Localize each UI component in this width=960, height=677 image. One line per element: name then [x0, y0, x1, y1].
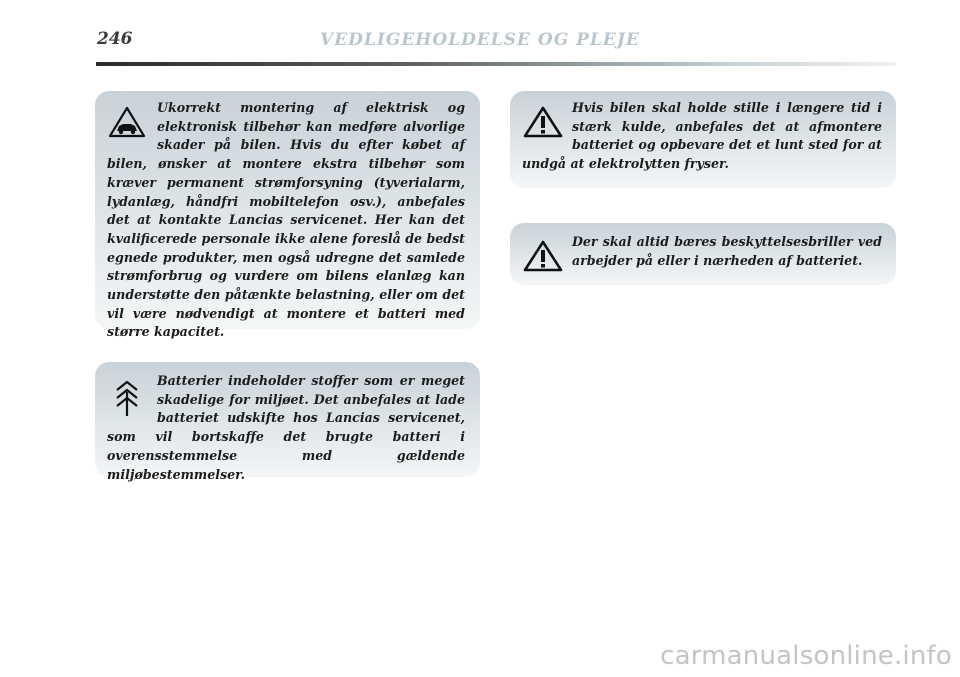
environment-tree-icon: [107, 378, 157, 416]
battery-environment-note: [95, 362, 480, 482]
header-rule: [96, 62, 896, 66]
watermark: carmanualsonline.info: [660, 641, 952, 671]
electrical-note-text: Ukorrekt montering af elektrisk og elektronisk tilbehør kan medføre alvorlige skader på bilen. Hvis du efter købet af bilen, ønsker at montere ekstra tilbehør som kræver permanent strømforsyning (tyverialarm, lydanlæg, håndfri mobiltelefon osv.), anbefales det at kontakte Lancias servicenet. Her kan det kvalificerede personale ikke alene foreslå de bedst egnede produkter, men også udregne det samlede strømforbrug og vurdere om bilens elanlæg kan understøtte den påtænkte belastning, eller om det vil være nødvendigt at montere et batteri med større kapacitet.: [107, 100, 465, 340]
car-warning-icon: [107, 105, 157, 143]
section-title: VEDLIGEHOLDELSE OG PLEJE: [320, 30, 640, 50]
page-number: 246: [97, 29, 133, 49]
cold-storage-text: Hvis bilen skal holde stille i længere tid i stærk kulde, anbefales det at afmontere batteriet og opbevare det et lunt sted for at undgå at elektrolytten fryser.: [522, 100, 882, 172]
warning-icon: [522, 105, 572, 143]
battery-environment-text: Batterier indeholder stoffer som er meget skadelige for miljøet. Det anbefales at lade batteriet udskifte hos Lancias servicenet, som vil bortskaffe det brugte batteri i overensstemmelse med gældende miljøbestemmelser.: [107, 373, 465, 482]
safety-glasses-warning: [510, 223, 896, 285]
cold-storage-warning: [510, 91, 896, 188]
safety-glasses-text: Der skal altid bæres beskyttelsesbriller ved arbejder på eller i nærheden af batteriet.: [572, 234, 882, 268]
electrical-accessory-note: [95, 91, 480, 340]
warning-icon: [522, 239, 572, 277]
